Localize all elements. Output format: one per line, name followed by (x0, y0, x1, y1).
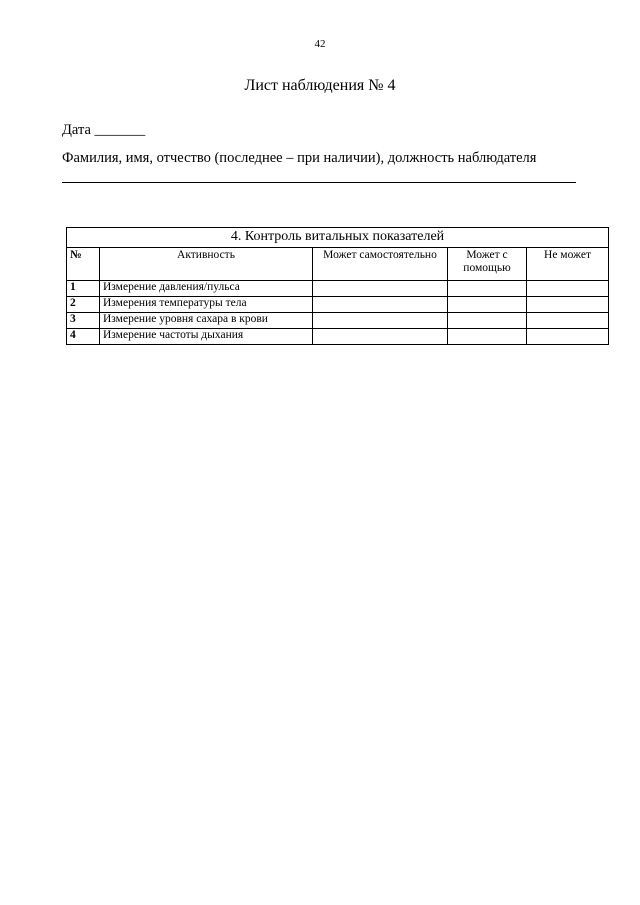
observer-name-label: Фамилия, имя, отчество (последнее – при наличии), должность наблюдателя (62, 150, 537, 166)
date-field-label: Дата _______ (62, 122, 146, 138)
header-can-independently: Может самостоятельно (313, 248, 448, 281)
row-activity: Измерение частоты дыхания (100, 329, 313, 345)
cell-can-independently (313, 313, 448, 329)
table-caption: 4. Контроль витальных показателей (67, 228, 609, 248)
row-activity: Измерения температуры тела (100, 297, 313, 313)
cell-can-independently (313, 329, 448, 345)
page-title: Лист наблюдения № 4 (244, 77, 396, 94)
cell-cannot (527, 313, 609, 329)
cell-can-with-help (448, 313, 527, 329)
row-number: 1 (67, 281, 100, 297)
row-number: 2 (67, 297, 100, 313)
row-activity: Измерение уровня сахара в крови (100, 313, 313, 329)
header-number: № (67, 248, 100, 281)
header-activity: Активность (100, 248, 313, 281)
cell-cannot (527, 297, 609, 313)
table-row (67, 313, 609, 329)
row-activity: Измерение давления/пульса (100, 281, 313, 297)
cell-cannot (527, 281, 609, 297)
table-row (67, 329, 609, 345)
cell-can-independently (313, 281, 448, 297)
row-number: 3 (67, 313, 100, 329)
cell-can-with-help (448, 297, 527, 313)
table-row (67, 281, 609, 297)
table-row (67, 297, 609, 313)
cell-can-with-help (448, 329, 527, 345)
cell-cannot (527, 329, 609, 345)
page-number: 42 (314, 38, 326, 50)
vital-signs-table (66, 227, 609, 345)
cell-can-with-help (448, 281, 527, 297)
cell-can-independently (313, 297, 448, 313)
observer-name-underline (62, 182, 576, 183)
header-can-with-help: Может с помощью (448, 248, 527, 281)
row-number: 4 (67, 329, 100, 345)
header-cannot: Не может (527, 248, 609, 281)
